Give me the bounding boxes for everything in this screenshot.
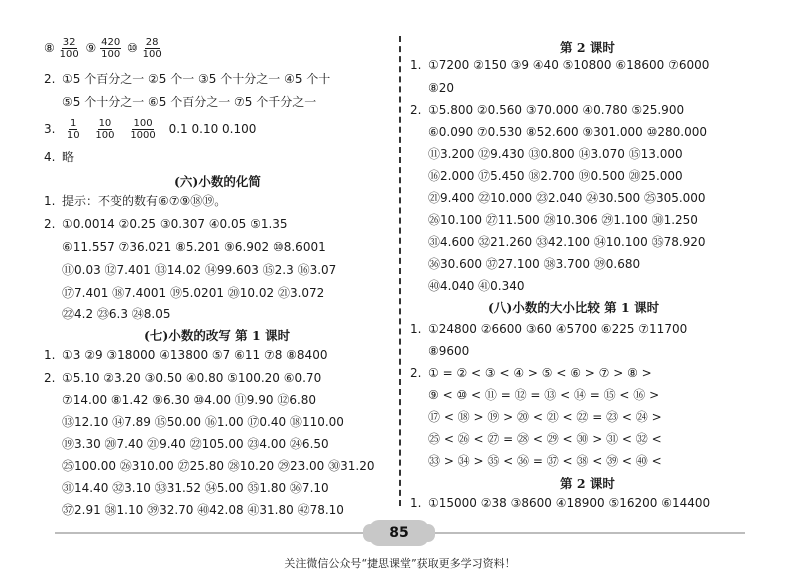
answer-line: 1. ①3 ②9 ③18000 ④13800 ⑤7 ⑥11 ⑦8 ⑧8400 bbox=[44, 348, 328, 362]
answer-line: ⑥11.557 ⑦36.021 ⑧5.201 ⑨6.902 ⑩8.6001 bbox=[62, 240, 326, 254]
page-number: 85 bbox=[389, 525, 409, 541]
section-heading: (八)小数的大小比较 第 1 课时 bbox=[488, 300, 660, 315]
answer-line: ⑪0.03 ⑫7.401 ⑬14.02 ⑭99.603 ⑮2.3 ⑯3.07 bbox=[62, 263, 337, 277]
answer-line: 2. ①5.10 ②3.20 ③0.50 ④0.80 ⑤100.20 ⑥0.70 bbox=[44, 371, 322, 385]
answer-line: 1. ①7200 ②150 ③9 ④40 ⑤10800 ⑥18600 ⑦6000 bbox=[410, 58, 710, 72]
section-heading: 第 2 课时 bbox=[560, 40, 615, 55]
answer-line: 1. ①15000 ②38 ③8600 ④18900 ⑤16200 ⑥14400 bbox=[410, 496, 711, 510]
column-divider bbox=[399, 36, 401, 506]
answer-line: ㊵4.040 ㊶0.340 bbox=[428, 279, 525, 293]
answer-line: ㊱30.600 ㊲27.100 ㊳3.700 ㊴0.680 bbox=[428, 257, 641, 271]
answer-line: ⑰ < ⑱ > ⑲ > ⑳ < ㉑ < ㉒ = ㉓ < ㉔ > bbox=[428, 410, 662, 424]
footer-text: 关注微信公众号“捷思课堂”获取更多学习资料！ bbox=[284, 557, 516, 570]
answer-line: 2. ①5 个百分之一 ②5 个一 ③5 个十分之一 ④5 个十 bbox=[44, 72, 331, 86]
answer-line: 1. ①24800 ②6600 ③60 ④5700 ⑥225 ⑦11700 bbox=[410, 322, 688, 336]
page-number-badge bbox=[369, 520, 429, 546]
answer-line: ⑥0.090 ⑦0.530 ⑧52.600 ⑨301.000 ⑩280.000 bbox=[428, 125, 707, 139]
answer-line: ⑤5 个十分之一 ⑥5 个百分之一 ⑦5 个千分之一 bbox=[62, 95, 317, 109]
answer-line: ㉑9.400 ㉒10.000 ㉓2.040 ㉔30.500 ㉕305.000 bbox=[428, 191, 706, 205]
answer-line: ㉕100.00 ㉖310.00 ㉗25.80 ㉘10.20 ㉙23.00 ㉚31.20 bbox=[62, 459, 375, 473]
fraction: $\frac{28}{100}$ bbox=[142, 37, 162, 60]
answer-line: ⑪3.200 ⑫9.430 ⑬0.800 ⑭3.070 ⑮13.000 bbox=[428, 147, 683, 161]
answer-line: ㉕ < ㉖ < ㉗ = ㉘ < ㉙ < ㉚ > ㉛ < ㉜ < bbox=[428, 432, 662, 446]
answer-line: ⑬12.10 ⑭7.89 ⑮50.00 ⑯1.00 ⑰0.40 ⑱110.00 bbox=[62, 415, 344, 429]
answer-line: ⑧20 bbox=[428, 81, 455, 95]
item-number: ⑧ bbox=[44, 41, 55, 55]
answer-line: ⑦14.00 ⑧1.42 ⑨6.30 ⑩4.00 ⑪9.90 ⑫6.80 bbox=[62, 393, 317, 407]
answer-line: ⑧9600 bbox=[428, 344, 470, 358]
item-number: ⑨ bbox=[85, 41, 97, 55]
answer-line: ㉛14.40 ㉜3.10 ㉝31.52 ㉞5.00 ㉟1.80 ㊱7.10 bbox=[62, 481, 329, 495]
answer-line: 2. ①0.0014 ②0.25 ③0.307 ④0.05 ⑤1.35 bbox=[44, 217, 288, 231]
answer-line: ⑯2.000 ⑰5.450 ⑱2.700 ⑲0.500 ⑳25.000 bbox=[428, 169, 683, 183]
fraction: $\frac{1}{10}$ bbox=[66, 118, 80, 141]
answer-line: ㉛4.600 ㉜21.260 ㉝42.100 ㉞10.100 ㉟78.920 bbox=[428, 235, 706, 249]
answer-line: 2. ①5.800 ②0.560 ③70.000 ④0.780 ⑤25.900 bbox=[410, 103, 685, 117]
answer-line: ⑲3.30 ⑳7.40 ㉑9.40 ㉒105.00 ㉓4.00 ㉔6.50 bbox=[62, 437, 329, 451]
item-number: ⑩ bbox=[127, 41, 138, 55]
answer-line: ⑨ < ⑩ < ⑪ = ⑫ = ⑬ < ⑭ = ⑮ < ⑯ > bbox=[428, 388, 660, 402]
answer-line bbox=[44, 37, 165, 60]
section-heading: 第 2 课时 bbox=[560, 476, 615, 491]
answer-line: ⑰7.401 ⑱7.4001 ⑲5.0201 ⑳10.02 ㉑3.072 bbox=[62, 286, 325, 300]
answer-line: ㉝ > ㉞ > ㉟ < ㊱ = ㊲ < ㊳ < ㊴ < ㊵ < bbox=[428, 454, 662, 468]
answer-line: 3. $\frac{1}{10}$ $\frac{10}{100}$ $\frac{100}{1000}$ 0.1 0.10 0.100 bbox=[44, 118, 257, 141]
answer-line: ㉖10.100 ㉗11.500 ㉘10.306 ㉙1.100 ㉚1.250 bbox=[428, 213, 698, 227]
section-heading: (七)小数的改写 第 1 课时 bbox=[144, 328, 291, 343]
fraction: $\frac{100}{1000}$ bbox=[130, 118, 156, 141]
answer-line: 1. 提示：不变的数有⑥⑦⑨⑱⑲。 bbox=[44, 194, 227, 208]
answer-line: 4. 略 bbox=[44, 150, 75, 164]
answer-line: 2. ① = ② < ③ < ④ > ⑤ < ⑥ > ⑦ > ⑧ > bbox=[410, 366, 652, 380]
fraction: $\frac{420}{100}$ bbox=[101, 37, 121, 60]
section-heading: (六)小数的化简 bbox=[174, 174, 261, 189]
fraction: $\frac{32}{100}$ bbox=[59, 37, 79, 60]
fraction: $\frac{10}{100}$ bbox=[95, 118, 115, 141]
answer-line: ㊲2.91 ㊳1.10 ㊴32.70 ㊵42.08 ㊶31.80 ㊷78.10 bbox=[62, 503, 344, 517]
answer-line: ㉒4.2 ㉓6.3 ㉔8.05 bbox=[62, 307, 171, 321]
